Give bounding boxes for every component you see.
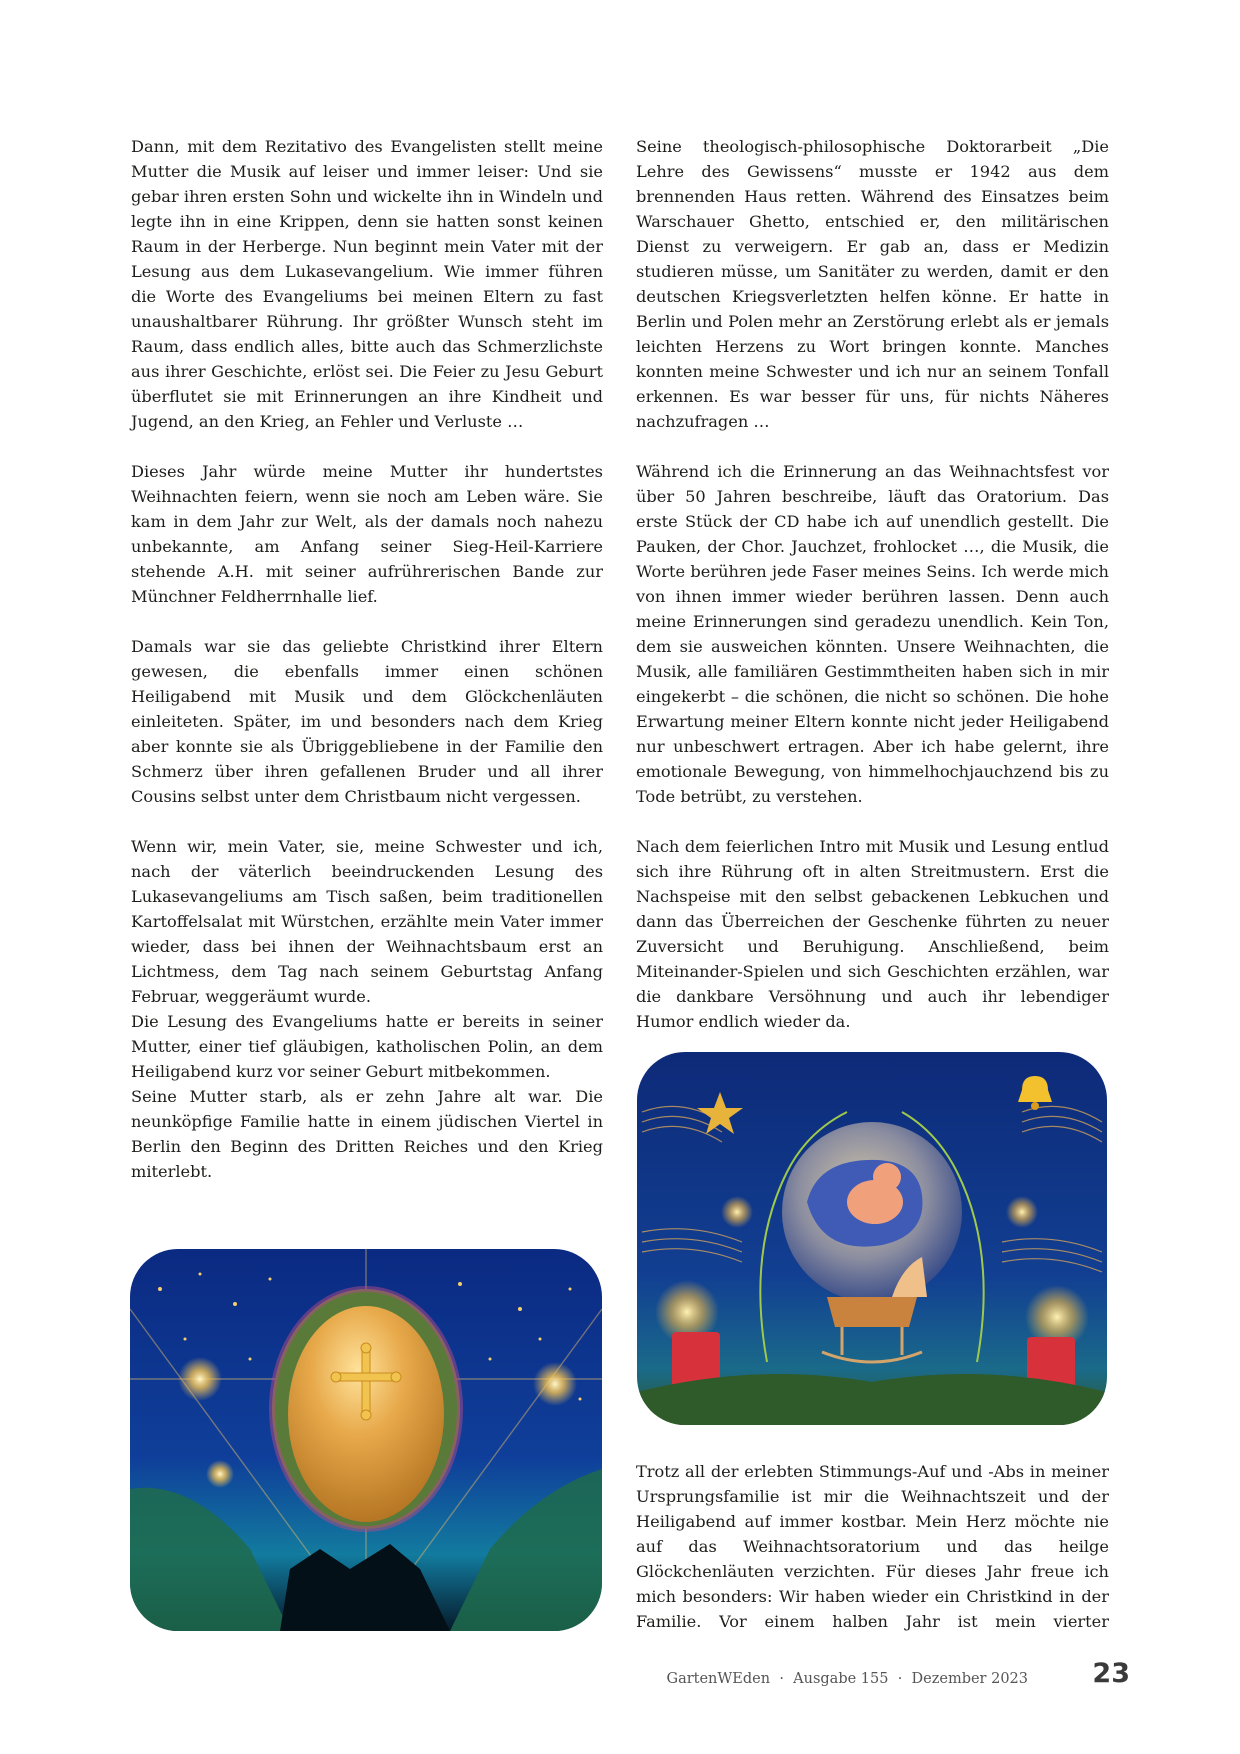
right-column [636, 134, 1109, 1034]
separator: · [779, 1671, 784, 1687]
paragraph: Damals war sie das geliebte Christkind ihrer Eltern gewesen, die ebenfalls immer einen schönen Heiligabend mit Musik und dem Glöckchenläuten einleiteten. Später, im und besonders nach dem Krieg aber konnte sie als Übriggebliebene in der Familie den Schmerz über ihren gefallenen Bruder und all ihrer Cousins selbst unter dem Christbaum nicht vergessen. [131, 637, 603, 806]
paragraph: Seine theologisch-philosophische Doktorarbeit „Die Lehre des Gewissens“ musste er 1942 aus dem brennenden Haus retten. Während des Einsatzes beim Warschauer Ghetto, entschied er, den militärischen Dienst zu verweigern. Er gab an, dass er Medizin studieren müsse, um Sanitäter zu werden, damit er den deutschen Kriegsverletzten helfen könne. Er hatte in Berlin und Polen mehr an Zerstörung erlebt als er jemals leichten Herzens zu Wort bringen konnte. Manches konnten meine Schwester und ich nur an seinem Tonfall erkennen. Es war besser für uns, für nichts Näheres nachzufragen … [636, 137, 1109, 431]
paragraph: Nach dem feierlichen Intro mit Musik und Lesung entlud sich ihre Rührung oft in alten Streitmustern. Erst die Nachspeise mit den selbst gebackenen Lebkuchen und dann das Überreichen der Geschenke führten zu neuer Zuversicht und Beruhigung. Anschließend, beim Miteinander-Spielen und sich Geschichten erzählen, war die dankbare Versöhnung und auch ihr lebendiger Humor endlich wieder da. [636, 837, 1109, 1031]
paragraph: Trotz all der erlebten Stimmungs-Auf und -Abs in meiner Ursprungsfamilie ist mir die Weihnachtszeit und der Heiligabend auf immer kostbar. Mein Herz möchte nie auf das Weihnachtsoratorium und das heilge Glöckchenläuten verzichten. Für dieses Jahr freue ich mich besonders: Wir haben wieder ein Christkind in der Familie. Vor einem halben Jahr ist mein vierter [636, 1462, 1109, 1631]
issue-date: Dezember 2023 [911, 1671, 1028, 1687]
left-column [131, 134, 603, 1184]
issue-number: Ausgabe 155 [793, 1671, 889, 1687]
page-number: 23 [1092, 1658, 1130, 1689]
paragraph: Dieses Jahr würde meine Mutter ihr hundertstes Weihnachten feiern, wenn sie noch am Leben wäre. Sie kam in dem Jahr zur Welt, als der damals noch nahezu unbekannte, am Anfang seiner Sieg-Heil-Karriere stehende A.H. mit seiner aufrührerischen Bande zur Münchner Feldherrnhalle lief. [131, 462, 603, 606]
christkind-cradle-image [637, 1052, 1107, 1425]
paragraph: Wenn wir, mein Vater, sie, meine Schwester und ich, nach der väterlich beeindruckenden Lesung des Lukasevangeliums am Tisch saßen, beim traditionellen Kartoffelsalat mit Würstchen, erzählte mein Vater immer wieder, dass bei ihnen der Weihnachtsbaum erst an Lichtmess, dem Tag nach seinem Geburtstag Anfang Februar, weggeräumt wurde. [131, 837, 603, 1006]
golden-egg-image [130, 1249, 602, 1631]
paragraph: Die Lesung des Evangeliums hatte er bereits in seiner Mutter, einer tief gläubigen, katholischen Polin, an dem Heiligabend kurz vor seiner Geburt mitbekommen. [131, 1012, 603, 1081]
separator: · [897, 1671, 903, 1687]
paragraph: Dann, mit dem Rezitativo des Evangelisten stellt meine Mutter die Musik auf leiser und immer leiser: Und sie gebar ihren ersten Sohn und wickelte ihn in Windeln und legte ihn in eine Krippen, denn sie hatten sonst keinen Raum in der Herberge. Nun beginnt mein Vater mit der Lesung aus dem Lukasevangelium. Wie immer führen die Worte des Evangeliums bei meinen Eltern zu fast unaushaltbarer Rührung. Ihr größter Wunsch steht im Raum, dass endlich alles, bitte auch das Schmerzlichste aus ihrer Geschichte, erlöst sei. Die Feier zu Jesu Geburt überflutet sie mit Erinnerungen an ihre Kindheit und Jugend, an den Krieg, an Fehler und Verluste … [131, 137, 603, 431]
footer-meta [666, 1671, 1028, 1687]
paragraph: Während ich die Erinnerung an das Weihnachtsfest vor über 50 Jahren beschreibe, läuft das Oratorium. Das erste Stück der CD habe ich auf unendlich gestellt. Die Pauken, der Chor. Jauchzet, frohlocket …, die Musik, die Worte berühren jede Faser meines Seins. Ich werde mich von ihnen immer wieder berühren lassen. Denn auch meine Erinnerungen sind geradezu unendlich. Kein Ton, dem sie ausweichen könnten. Unsere Weihnachten, die Musik, alle familiären Gestimmtheiten haben sich in mir eingekerbt – die schönen, die nicht so schönen. Die hohe Erwartung meiner Eltern konnte nicht jeder Heiligabend nur unbeschwert ertragen. Aber ich habe gelernt, ihre emotionale Bewegung, von himmelhochjauchzend bis zu Tode betrübt, zu verstehen. [636, 462, 1109, 806]
golden-egg-illustration [130, 1249, 602, 1631]
magazine-name: GartenWEden [666, 1671, 771, 1687]
right-column-continued [636, 1459, 1109, 1634]
christkind-cradle-illustration [637, 1052, 1107, 1425]
paragraph: Seine Mutter starb, als er zehn Jahre alt war. Die neunköpfige Familie hatte in einem jüdischen Viertel in Berlin den Beginn des Dritten Reiches und den Krieg miterlebt. [131, 1087, 603, 1181]
